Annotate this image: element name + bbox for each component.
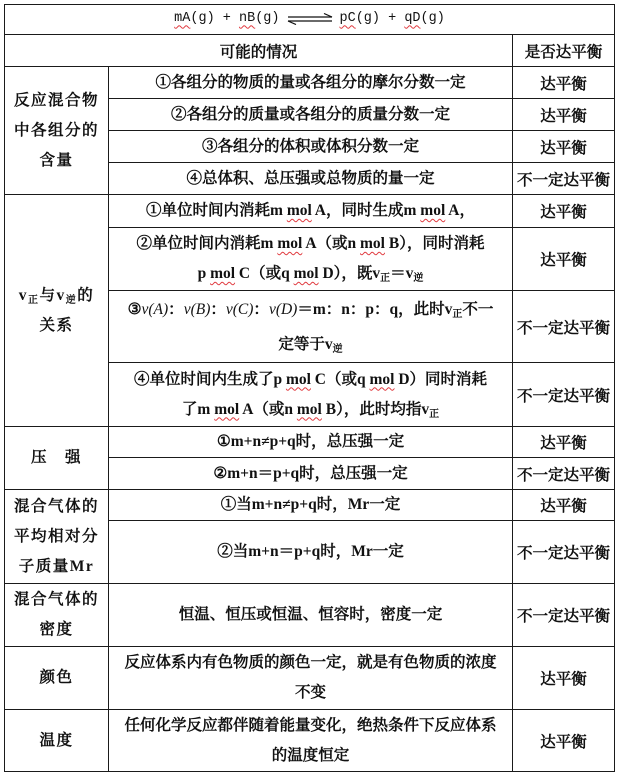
condition-cell	[109, 490, 513, 521]
result-label: 达平衡	[540, 252, 587, 269]
spellcheck-underlined-word: mol	[293, 265, 319, 282]
result-cell	[513, 584, 615, 647]
text-segment: A，同时生成m	[311, 202, 421, 219]
text-segment: C（或q	[235, 265, 294, 282]
text-line	[112, 229, 509, 259]
text-segment: 关系	[39, 316, 74, 334]
spellcheck-underlined-word: mol	[277, 235, 303, 252]
text-line	[112, 100, 509, 130]
text-line	[8, 443, 105, 473]
result-cell	[513, 195, 615, 228]
header-result-label: 是否达平衡	[524, 43, 603, 61]
text-segment: 密度	[39, 621, 74, 638]
text-segment: 含量	[39, 151, 74, 169]
header-result-cell	[513, 35, 615, 67]
text-line	[8, 281, 105, 311]
condition-cell	[109, 163, 513, 195]
text-line	[8, 492, 105, 522]
equilibrium-criteria-table	[4, 4, 615, 772]
condition-cell	[109, 99, 513, 131]
text-segment: ①单位时间内消耗m	[146, 202, 287, 219]
subscript-text: 正	[380, 273, 391, 284]
text-line	[8, 146, 105, 176]
text-segment: B），此时均指v	[321, 400, 430, 418]
result-label: 达平衡	[540, 139, 587, 157]
text-segment: 了m	[181, 400, 215, 418]
subscript-text: 正	[429, 408, 440, 420]
text-line	[112, 68, 509, 98]
spellcheck-underlined-word: mA	[174, 11, 191, 27]
result-cell	[513, 131, 615, 163]
text-line	[112, 711, 509, 741]
text-segment: ④单位时间内生成了p	[133, 370, 286, 388]
text-segment: p	[197, 265, 211, 282]
condition-cell	[109, 458, 513, 490]
text-segment: 子质量Mr	[18, 557, 95, 575]
result-cell	[513, 363, 615, 427]
text-line	[112, 459, 509, 489]
text-line	[112, 395, 509, 425]
subscript-text: 逆	[332, 343, 343, 355]
result-cell	[513, 291, 615, 363]
rate-expression: v(B)	[183, 300, 211, 318]
text-segment: 反应体系内有色物质的颜色一定，就是有色物质的浓度	[124, 654, 497, 671]
text-segment: A（或n	[239, 400, 297, 418]
text-segment: 恒温、恒压或恒温、恒容时，密度一定	[178, 606, 443, 623]
category-cell	[5, 710, 109, 772]
subscript-text: 逆	[65, 294, 78, 306]
spellcheck-underlined-word: mol	[210, 265, 236, 282]
text-segment: C（或q	[310, 370, 370, 388]
text-line	[112, 292, 509, 327]
text-segment: A（或n	[302, 235, 361, 252]
spellcheck-underlined-word: mol	[420, 202, 446, 219]
header-conditions-label: 可能的情况	[219, 43, 298, 61]
equation-cell	[5, 5, 615, 35]
category-cell	[5, 490, 109, 584]
text-segment: 任何化学反应都伴随着能量变化，绝热条件下反应体系	[124, 716, 497, 734]
text-segment: ＝m：n：p：q，此时v	[297, 300, 453, 318]
category-cell	[5, 67, 109, 195]
result-cell	[513, 647, 615, 710]
text-segment: ：	[168, 300, 184, 318]
text-segment: 混合气体的	[13, 591, 99, 608]
text-line	[112, 132, 509, 162]
text-segment: (g) +	[355, 11, 405, 27]
condition-cell	[109, 195, 513, 228]
result-cell	[513, 710, 615, 772]
text-line	[8, 311, 105, 341]
text-line	[112, 196, 509, 226]
subscript-text: 正	[27, 294, 40, 306]
result-label: 达平衡	[540, 435, 587, 452]
result-label: 达平衡	[540, 498, 587, 515]
text-segment: ①当m+n≠p+q时，Mr一定	[220, 496, 401, 513]
text-segment: A，	[445, 202, 475, 219]
text-segment: ②单位时间内消耗m	[136, 235, 278, 252]
text-segment: ①各组分的物质的量或各组分的摩尔分数一定	[155, 73, 466, 91]
result-label: 不一定达平衡	[517, 319, 611, 337]
text-segment: 定等于v	[278, 335, 333, 353]
text-line	[112, 537, 509, 567]
table-row	[5, 427, 615, 458]
text-segment: B），同时消耗	[384, 235, 485, 252]
result-cell	[513, 228, 615, 291]
condition-cell	[109, 710, 513, 772]
text-line	[8, 726, 105, 756]
text-line	[8, 86, 105, 116]
condition-cell	[109, 228, 513, 291]
text-segment: 中各组分的	[13, 121, 99, 139]
spellcheck-underlined-word: nB	[238, 11, 256, 27]
text-line	[112, 490, 509, 520]
table-row	[5, 67, 615, 99]
text-line	[8, 663, 105, 693]
equation-reactants	[174, 11, 279, 26]
result-label: 不一定达平衡	[517, 387, 611, 405]
equation-row	[5, 5, 615, 35]
text-segment: 反应混合物	[13, 91, 99, 109]
text-segment: ④总体积、总压强或总物质的量一定	[186, 169, 435, 187]
condition-cell	[109, 291, 513, 363]
text-segment: 温度	[39, 731, 74, 749]
result-cell	[513, 67, 615, 99]
spellcheck-underlined-word: mol	[214, 400, 240, 418]
table-row	[5, 584, 615, 647]
text-line	[112, 678, 509, 708]
text-segment: ③各组分的体积或体积分数一定	[201, 137, 419, 155]
spellcheck-underlined-word: mol	[296, 400, 322, 418]
condition-cell	[109, 584, 513, 647]
rate-expression: v(A)	[141, 300, 169, 318]
text-line	[112, 365, 509, 395]
text-segment: 不变	[294, 684, 326, 701]
spellcheck-underlined-word: mol	[286, 202, 312, 219]
subscript-text: 逆	[413, 273, 424, 284]
result-cell	[513, 521, 615, 584]
text-segment: v	[18, 286, 28, 304]
text-line	[112, 648, 509, 678]
table-row	[5, 710, 615, 772]
text-segment: ②各组分的质量或各组分的质量分数一定	[170, 105, 450, 123]
text-line	[112, 600, 509, 630]
table-row	[5, 647, 615, 710]
text-line	[8, 522, 105, 552]
result-cell	[513, 99, 615, 131]
result-label: 达平衡	[540, 733, 587, 751]
text-segment: D）同时消耗	[394, 370, 488, 388]
condition-cell	[109, 521, 513, 584]
condition-cell	[109, 647, 513, 710]
condition-cell	[109, 427, 513, 458]
text-segment: ②当m+n＝p+q时，Mr一定	[217, 543, 404, 560]
condition-cell	[109, 363, 513, 427]
spellcheck-underlined-word: mol	[285, 370, 311, 388]
text-segment: ②m+n＝p+q时，总压强一定	[213, 464, 408, 482]
condition-cell	[109, 67, 513, 99]
result-label: 不一定达平衡	[517, 608, 611, 625]
result-label: 达平衡	[540, 671, 587, 688]
result-cell	[513, 163, 615, 195]
result-label: 不一定达平衡	[517, 171, 611, 189]
text-line	[112, 327, 509, 362]
text-line	[8, 615, 105, 645]
text-line	[112, 259, 509, 289]
spellcheck-underlined-word: qD	[404, 11, 421, 27]
text-segment: D），既v	[318, 265, 381, 282]
condition-cell	[109, 131, 513, 163]
text-line	[112, 164, 509, 194]
category-cell	[5, 195, 109, 427]
category-cell	[5, 584, 109, 647]
category-cell	[5, 647, 109, 710]
text-segment: ①m+n≠p+q时，总压强一定	[216, 433, 405, 450]
text-segment: ：	[253, 300, 269, 318]
text-segment: ③	[127, 300, 142, 318]
text-line	[8, 552, 105, 582]
text-segment: 与v	[39, 286, 66, 304]
text-segment: (g) +	[190, 11, 239, 27]
result-label: 不一定达平衡	[517, 466, 611, 484]
result-label: 达平衡	[540, 75, 587, 93]
text-segment: (g)	[420, 11, 445, 27]
result-label: 达平衡	[540, 204, 587, 221]
text-line	[8, 585, 105, 615]
result-cell	[513, 427, 615, 458]
result-label: 达平衡	[540, 107, 587, 125]
text-segment: 的温度恒定	[271, 746, 350, 764]
spellcheck-underlined-word: mol	[360, 235, 385, 252]
subscript-text: 正	[452, 308, 463, 320]
rate-expression: v(D)	[268, 300, 298, 318]
text-segment: 颜色	[39, 669, 74, 686]
spellcheck-underlined-word: mol	[369, 370, 395, 388]
category-cell	[5, 427, 109, 490]
text-segment: 压 强	[30, 449, 82, 466]
table-row	[5, 490, 615, 521]
text-line	[8, 116, 105, 146]
equilibrium-table-body	[5, 5, 615, 772]
header-row	[5, 35, 615, 67]
text-segment: 的	[77, 286, 95, 304]
text-line	[112, 427, 509, 457]
table-row	[5, 195, 615, 228]
spellcheck-underlined-word: pC	[339, 11, 356, 27]
text-segment: ：	[210, 300, 226, 318]
equation-products	[340, 11, 445, 26]
text-segment: ＝v	[390, 265, 414, 282]
result-cell	[513, 490, 615, 521]
text-segment: 平均相对分	[13, 527, 99, 545]
text-segment: 不一	[462, 300, 494, 318]
header-conditions-cell	[5, 35, 513, 67]
reaction-equation	[174, 11, 445, 26]
text-segment: 混合气体的	[13, 497, 99, 515]
equilibrium-arrows-icon	[287, 13, 333, 25]
rate-expression: v(C)	[225, 300, 254, 318]
text-line	[112, 741, 509, 771]
result-cell	[513, 458, 615, 490]
text-segment: (g)	[255, 11, 280, 27]
result-label: 不一定达平衡	[517, 545, 611, 562]
